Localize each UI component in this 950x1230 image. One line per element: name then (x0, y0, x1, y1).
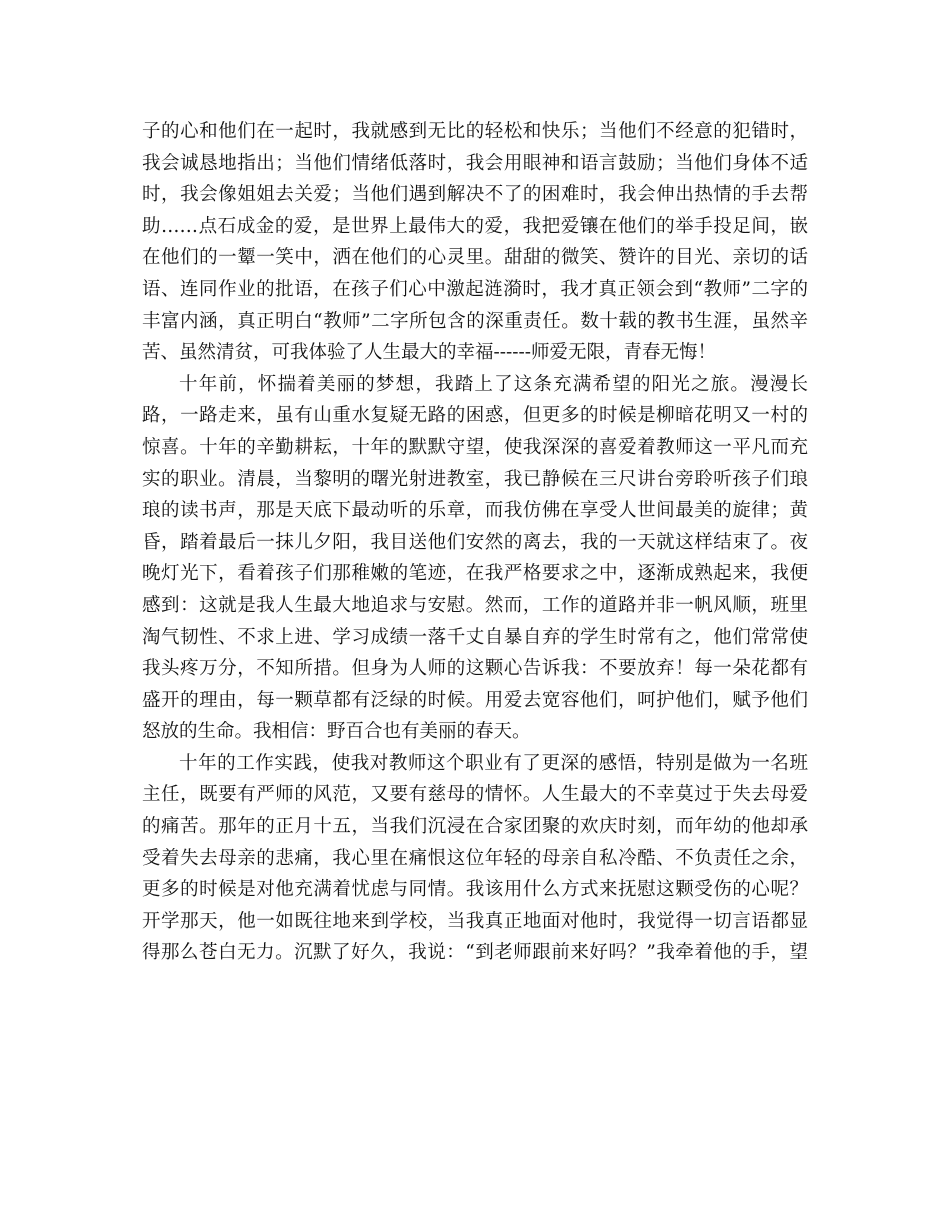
text-line: 路，一路走来，虽有山重水复疑无路的困惑，但更多的时候是柳暗花明又一村的 (142, 405, 808, 427)
text-line: 淘气韧性、不求上进、学习成绩一落千丈自暴自弃的学生时常有之，他们常常使 (142, 626, 808, 648)
text-line: 怒放的生命。我相信：野百合也有美丽的春天。 (142, 721, 531, 743)
text-line: 十年的工作实践，使我对教师这个职业有了更深的感悟，特别是做为一名班 (179, 752, 808, 774)
text-line: 主任，既要有严师的风范，又要有慈母的情怀。人生最大的不幸莫过于失去母爱 (142, 784, 808, 806)
text-line: 我头疼万分，不知所措。但身为人师的这颗心告诉我：不要放弃！每一朵花都有 (142, 658, 808, 680)
text-line: 盛开的理由，每一颗草都有泛绿的时候。用爱去宽容他们，呵护他们，赋予他们 (142, 689, 808, 711)
text-line: 我会诚恳地指出；当他们情绪低落时，我会用眼神和语言鼓励；当他们身体不适 (142, 152, 808, 174)
text-line: 惊喜。十年的辛勤耕耘，十年的默默守望，使我深深的喜爱着教师这一平凡而充 (142, 436, 808, 458)
text-line: 时，我会像姐姐去关爱；当他们遇到解决不了的困难时，我会伸出热情的手去帮 (142, 184, 808, 206)
text-line: 的痛苦。那年的正月十五，当我们沉浸在合家团聚的欢庆时刻，而年幼的他却承 (142, 816, 808, 838)
text-line: 琅的读书声，那是天底下最动听的乐章，而我仿佛在享受人世间最美的旋律；黄 (142, 500, 808, 522)
text-line: 助……点石成金的爱，是世界上最伟大的爱，我把爱镶在他们的举手投足间，嵌 (142, 215, 808, 237)
text-line: 语、连同作业的批语，在孩子们心中激起涟漪时，我才真正领会到“教师”二字的 (142, 278, 808, 300)
text-line: 实的职业。清晨，当黎明的曙光射进教室，我已静候在三尺讲台旁聆听孩子们琅 (142, 468, 808, 490)
text-line: 晚灯光下，看着孩子们那稚嫩的笔迹，在我严格要求之中，逐渐成熟起来，我便 (142, 563, 808, 585)
text-line: 得那么苍白无力。沉默了好久，我说：“到老师跟前来好吗？”我牵着他的手，望 (142, 942, 808, 964)
text-line: 子的心和他们在一起时，我就感到无比的轻松和快乐；当他们不经意的犯错时， (142, 121, 808, 142)
body-text (142, 116, 808, 969)
text-line: 昏，踏着最后一抹儿夕阳，我目送他们安然的离去，我的一天就这样结束了。夜 (142, 531, 808, 553)
text-line: 在他们的一颦一笑中，洒在他们的心灵里。甜甜的微笑、赞许的目光、亲切的话 (142, 247, 808, 269)
text-line: 开学那天，他一如既往地来到学校，当我真正地面对他时，我觉得一切言语都显 (142, 910, 808, 932)
text-line: 受着失去母亲的悲痛，我心里在痛恨这位年轻的母亲自私冷酷、不负责任之余， (142, 847, 808, 869)
text-line: 苦、虽然清贫，可我体验了人生最大的幸福------师爱无限，青春无悔！ (142, 342, 717, 364)
text-line: 丰富内涵，真正明白“教师”二字所包含的深重责任。数十载的教书生涯，虽然辛 (142, 310, 808, 332)
text-line: 感到：这就是我人生最大地追求与安慰。然而，工作的道路并非一帆风顺，班里 (142, 594, 808, 616)
text-line: 更多的时候是对他充满着忧虑与同情。我该用什么方式来抚慰这颗受伤的心呢？ (142, 879, 808, 901)
text-line: 十年前，怀揣着美丽的梦想，我踏上了这条充满希望的阳光之旅。漫漫长 (179, 373, 808, 395)
